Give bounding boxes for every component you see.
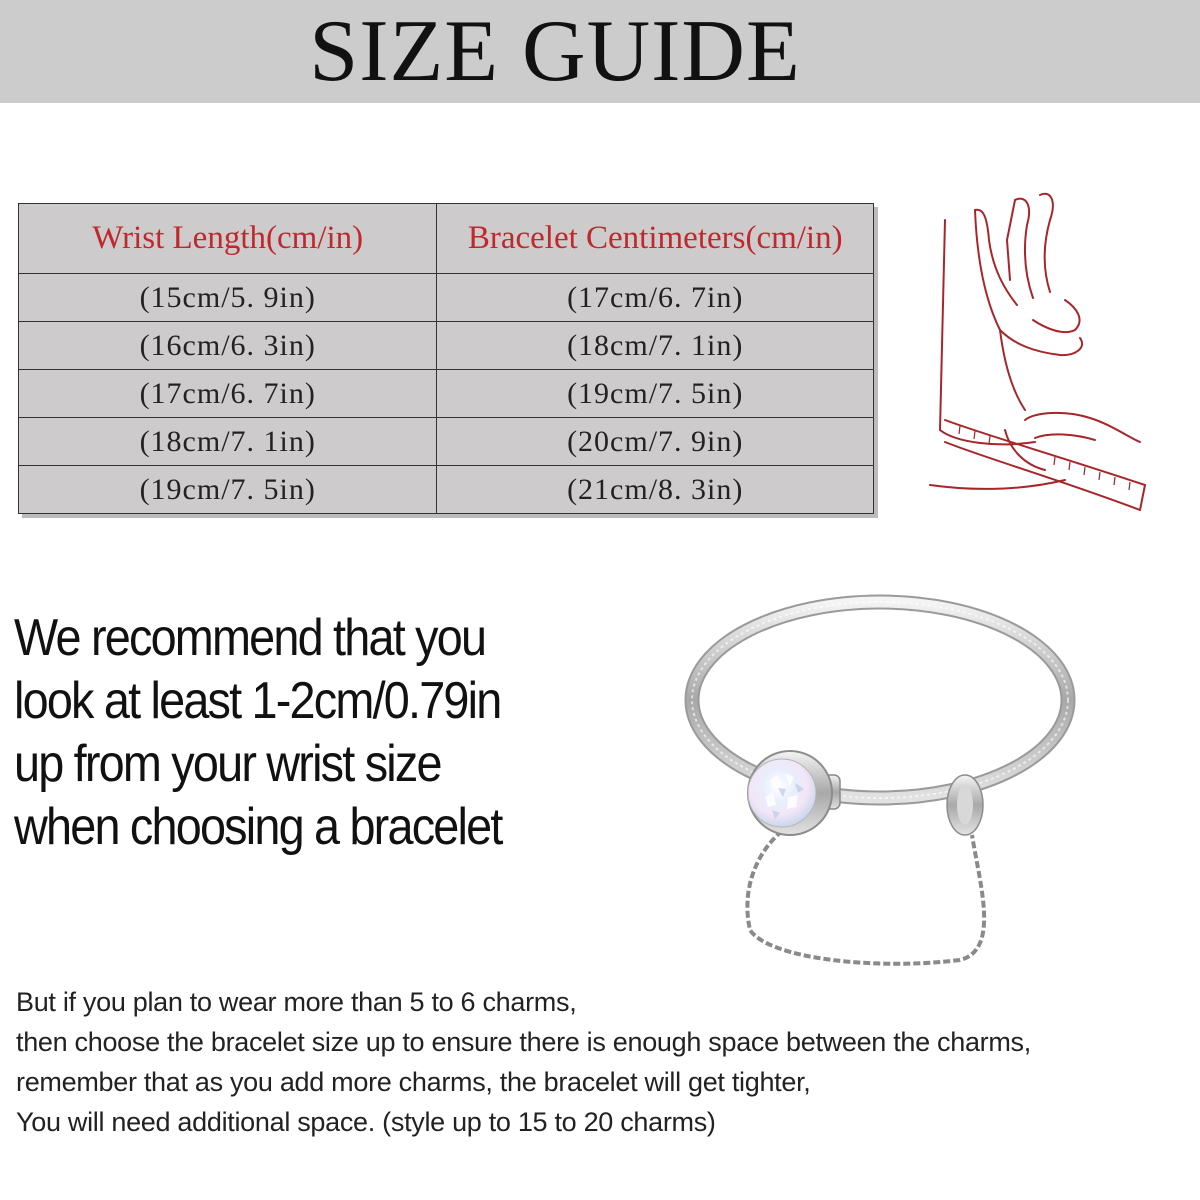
size-recommendation-text <box>14 607 599 859</box>
header-wrist-length: Wrist Length(cm/in) <box>19 204 437 274</box>
wrist-length-cell: (15cm/5. 9in) <box>19 274 437 322</box>
bracelet-size-cell: (21cm/8. 3in) <box>437 466 874 514</box>
title-banner <box>0 0 1200 103</box>
hand-measuring-wrist-icon <box>915 180 1160 540</box>
page-title: SIZE GUIDE <box>309 3 801 100</box>
recommendation-line: up from your wrist size <box>14 735 441 793</box>
bracelet-size-cell: (18cm/7. 1in) <box>437 322 874 370</box>
table-row <box>19 370 874 418</box>
wrist-length-cell: (18cm/7. 1in) <box>19 418 437 466</box>
wrist-length-cell: (19cm/7. 5in) <box>19 466 437 514</box>
recommendation-line: We recommend that you <box>14 609 486 667</box>
table-row <box>19 466 874 514</box>
note-line: You will need additional space. (style up to 15 to 20 charms) <box>16 1107 716 1137</box>
bracelet-size-cell: (19cm/7. 5in) <box>437 370 874 418</box>
note-line: But if you plan to wear more than 5 to 6 charms, <box>16 987 577 1017</box>
recommendation-line: look at least 1-2cm/0.79in <box>14 672 501 730</box>
bracelet-size-cell: (20cm/7. 9in) <box>437 418 874 466</box>
header-bracelet-centimeters: Bracelet Centimeters(cm/in) <box>437 204 874 274</box>
recommendation-line: when choosing a bracelet <box>14 798 502 856</box>
table-row <box>19 274 874 322</box>
bracelet-product-image <box>680 585 1080 980</box>
wrist-length-cell: (16cm/6. 3in) <box>19 322 437 370</box>
table-row <box>19 322 874 370</box>
wrist-length-cell: (17cm/6. 7in) <box>19 370 437 418</box>
size-chart-table <box>18 203 874 514</box>
table-header-row <box>19 204 874 274</box>
note-line: then choose the bracelet size up to ensure there is enough space between the charms, <box>16 1027 1031 1057</box>
table-row <box>19 418 874 466</box>
bracelet-size-cell: (17cm/6. 7in) <box>437 274 874 322</box>
charm-sizing-notes <box>16 982 1196 1142</box>
note-line: remember that as you add more charms, the bracelet will get tighter, <box>16 1067 811 1097</box>
